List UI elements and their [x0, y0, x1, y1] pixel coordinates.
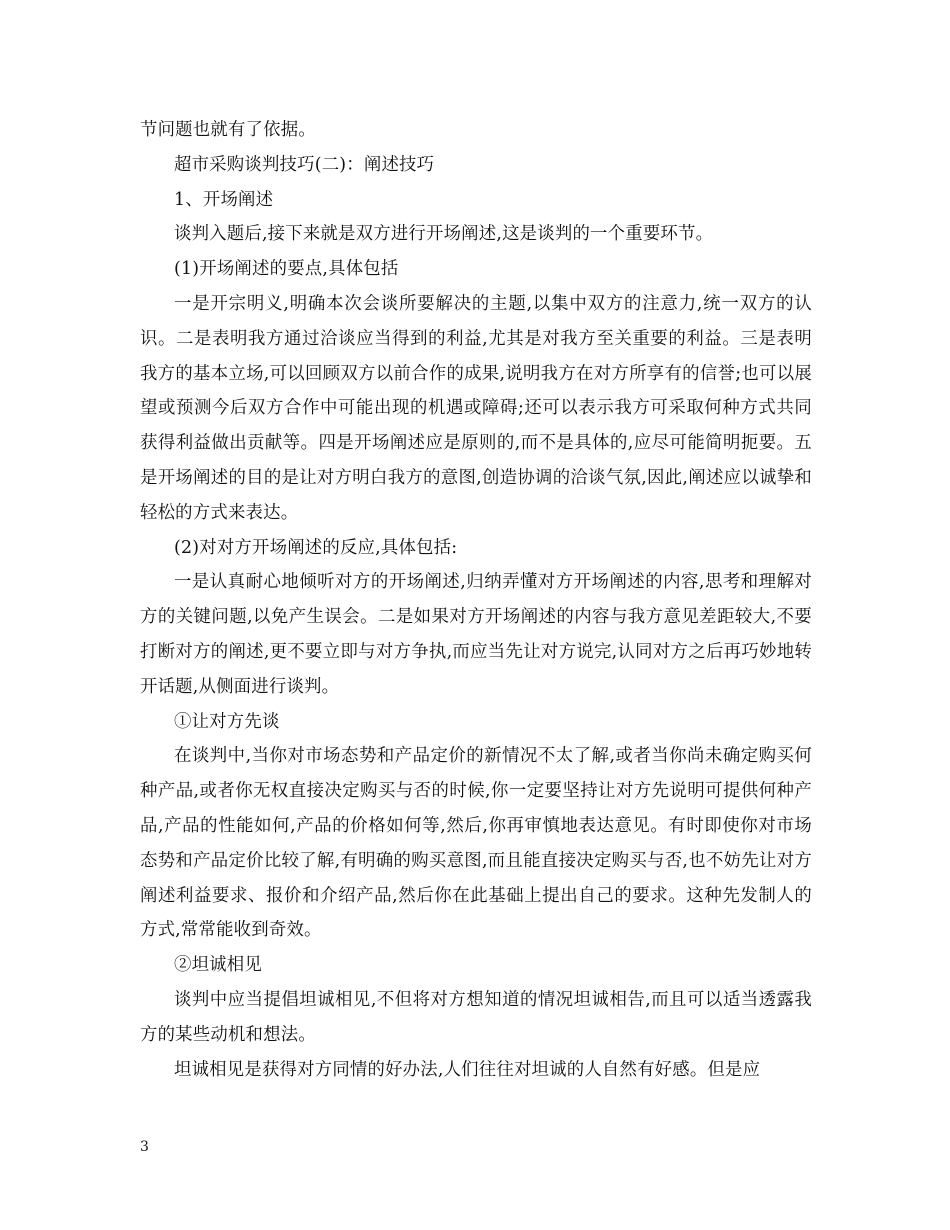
subsection-heading: (2)对对方开场阐述的反应,具体包括:: [174, 537, 458, 558]
subsection-heading: ①让对方先谈: [174, 711, 280, 732]
subsection-heading: (1)开场阐述的要点,具体包括: [174, 259, 399, 280]
paragraph: 谈判入题后,接下来就是双方进行开场阐述,这是谈判的一个重要环节。: [174, 224, 714, 245]
document-body: [140, 113, 812, 1087]
paragraph: 谈判中应当提倡坦诚相见,不但将对方想知道的情况坦诚相告,而且可以适当透露我方的某些动机和想法。: [140, 989, 812, 1045]
paragraph: 坦诚相见是获得对方同情的好办法,人们往往对坦诚的人自然有好感。但是应: [174, 1059, 761, 1080]
section-heading: 超市采购谈判技巧(二)：阐述技巧: [174, 154, 435, 175]
paragraph: 节问题也就有了依据。: [140, 120, 316, 140]
page-number: 3: [140, 1139, 149, 1155]
subsection-heading: ②坦诚相见: [174, 955, 262, 976]
paragraph: 在谈判中,当你对市场态势和产品定价的新情况不太了解,或者当你尚未确定购买何种产品,或者你无权直接决定购买与否的时候,你一定要坚持让对方先说明可提供何种产品,产品的性能如何,产品的价格如何等,然后,你再审慎地表达意见。有时即使你对市场态势和产品定价比较了解,有明确的购买意图,而且能直接决定购买与否,也不妨先让对方阐述利益要求、报价和介绍产品,然后你在此基础上提出自己的要求。这种先发制人的方式,常常能收到奇效。: [140, 746, 812, 941]
paragraph: 一是开宗明义,明确本次会谈所要解决的主题,以集中双方的注意力,统一双方的认识。二是表明我方通过洽谈应当得到的利益,尤其是对我方至关重要的利益。三是表明我方的基本立场,可以回顾双方以前合作的成果,说明我方在对方所享有的信誉;也可以展望或预测今后双方合作中可能出现的机遇或障碍;还可以表示我方可采取何种方式共同获得利益做出贡献等。四是开场阐述应是原则的,而不是具体的,应尽可能简明扼要。五是开场阐述的目的是让对方明白我方的意图,创造协调的洽谈气氛,因此,阐述应以诚挚和轻松的方式来表达。: [140, 293, 812, 523]
paragraph: 一是认真耐心地倾听对方的开场阐述,归纳弄懂对方开场阐述的内容,思考和理解对方的关键问题,以免产生误会。二是如果对方开场阐述的内容与我方意见差距较大,不要打断对方的阐述,更不要立即与对方争执,而应当先让对方说完,认同对方之后再巧妙地转开话题,从侧面进行谈判。: [140, 572, 812, 697]
subsection-heading: 1、开场阐述: [174, 189, 274, 210]
